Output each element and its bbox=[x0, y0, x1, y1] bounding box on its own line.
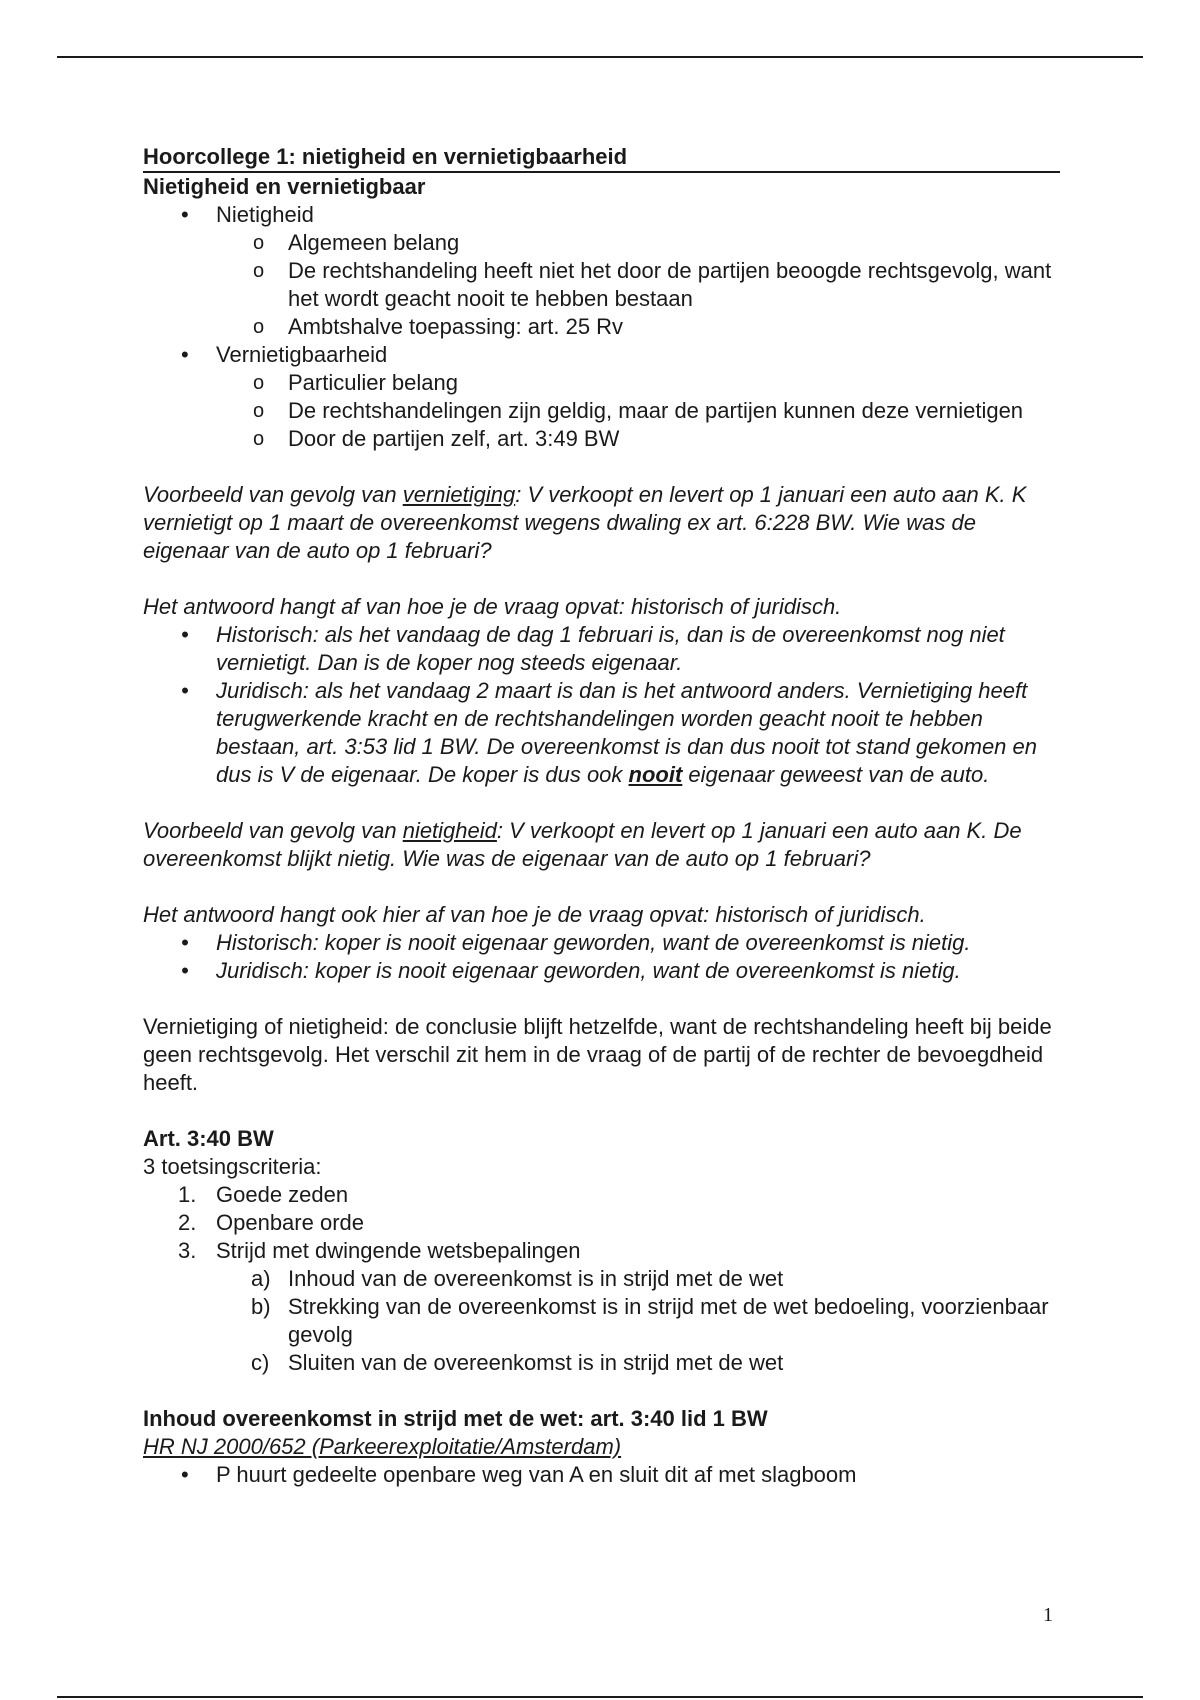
page-number: 1 bbox=[1043, 1604, 1053, 1626]
bullet-icon: • bbox=[181, 622, 189, 647]
circle-bullet-icon: o bbox=[253, 316, 265, 338]
numbered-item: 2. Openbare orde bbox=[178, 1210, 364, 1235]
circle-bullet-icon: o bbox=[253, 372, 265, 394]
sub-list-item: o Particulier belang bbox=[253, 370, 458, 395]
example-paragraph: Voorbeeld van gevolg van vernietiging: V verkoopt en levert op 1 januari een auto aan K. K vernietigt op 1 maart de overeenkomst wegens dwaling ex art. 6:228 BW. Wie was de eigenaar van de auto op 1 februari? bbox=[143, 482, 1027, 563]
numbered-item: 3. Strijd met dwingende wetsbepalingen bbox=[178, 1238, 581, 1263]
list-item: • Historisch: als het vandaag de dag 1 februari is, dan is de overeenkomst nog niet vernietigt. Dan is de koper nog steeds eigenaar. bbox=[181, 622, 1005, 675]
bullet-icon: • bbox=[181, 1462, 189, 1487]
answer-intro: Het antwoord hangt af van hoe je de vraag opvat: historisch of juridisch. bbox=[143, 594, 842, 619]
list-item: • Nietigheid bbox=[181, 202, 314, 227]
lettered-item: a) Inhoud van de overeenkomst is in strijd met de wet bbox=[251, 1266, 784, 1291]
bullet-icon: • bbox=[181, 930, 189, 955]
sub-list-item: o De rechtshandeling heeft niet het door de partijen beoogde rechtsgevolg, want het wordt geacht nooit te hebben bestaan bbox=[253, 258, 1052, 311]
list-item: • Historisch: koper is nooit eigenaar geworden, want de overeenkomst is nietig. bbox=[181, 930, 971, 955]
footer-rule bbox=[57, 1696, 1143, 1698]
circle-bullet-icon: o bbox=[253, 428, 265, 450]
header-rule bbox=[57, 56, 1143, 58]
bullet-icon: • bbox=[181, 342, 189, 367]
document-title: Hoorcollege 1: nietigheid en vernietigbaarheid bbox=[143, 143, 1060, 173]
list-item: • P huurt gedeelte openbare weg van A en sluit dit af met slagboom bbox=[181, 1462, 857, 1487]
sub-list-item: o Door de partijen zelf, art. 3:49 BW bbox=[253, 426, 620, 451]
section-heading: Nietigheid en vernietigbaar bbox=[143, 174, 426, 199]
circle-bullet-icon: o bbox=[253, 260, 265, 282]
bullet-icon: • bbox=[181, 202, 189, 227]
section-heading: Inhoud overeenkomst in strijd met de wet: art. 3:40 lid 1 BW bbox=[143, 1406, 768, 1431]
sub-list-item: o Algemeen belang bbox=[253, 230, 460, 255]
lettered-item: b) Strekking van de overeenkomst is in strijd met de wet bedoeling, voorzienbaar gevolg bbox=[251, 1294, 1049, 1347]
circle-bullet-icon: o bbox=[253, 232, 265, 254]
list-item: • Vernietigbaarheid bbox=[181, 342, 388, 367]
numbered-item: 1. Goede zeden bbox=[178, 1182, 349, 1207]
circle-bullet-icon: o bbox=[253, 400, 265, 422]
answer-intro: Het antwoord hangt ook hier af van hoe je de vraag opvat: historisch of juridisch. bbox=[143, 902, 926, 927]
list-item: • Juridisch: als het vandaag 2 maart is dan is het antwoord anders. Vernietiging heeft terugwerkende kracht en de rechtshandelingen worden geacht nooit te hebben bestaan, art. 3:53 lid 1 BW. De overeenkomst is dan dus nooit tot stand gekomen en dus is V de eigenaar. De koper is dus ook nooit eigenaar geweest van de auto. bbox=[181, 678, 1037, 787]
sub-list-item: o De rechtshandelingen zijn geldig, maar de partijen kunnen deze vernietigen bbox=[253, 398, 1024, 423]
criteria-intro: 3 toetsingscriteria: bbox=[143, 1154, 322, 1179]
document-body bbox=[143, 143, 1063, 1489]
sub-list-item: o Ambtshalve toepassing: art. 25 Rv bbox=[253, 314, 624, 339]
section-heading: Art. 3:40 BW bbox=[143, 1126, 274, 1151]
case-reference: HR NJ 2000/652 (Parkeerexploitatie/Amsterdam) bbox=[143, 1434, 622, 1459]
list-item: • Juridisch: koper is nooit eigenaar geworden, want de overeenkomst is nietig. bbox=[181, 958, 961, 983]
example-paragraph: Voorbeeld van gevolg van nietigheid: V verkoopt en levert op 1 januari een auto aan K. De overeenkomst blijkt nietig. Wie was de eigenaar van de auto op 1 februari? bbox=[143, 818, 1022, 871]
lettered-item: c) Sluiten van de overeenkomst is in strijd met de wet bbox=[251, 1350, 784, 1375]
conclusion-paragraph: Vernietiging of nietigheid: de conclusie blijft hetzelfde, want de rechtshandeling heeft bij beide geen rechtsgevolg. Het verschil zit hem in de vraag of de partij of de rechter de bevoegdheid heeft. bbox=[143, 1014, 1052, 1095]
bullet-icon: • bbox=[181, 678, 189, 703]
bullet-icon: • bbox=[181, 958, 189, 983]
